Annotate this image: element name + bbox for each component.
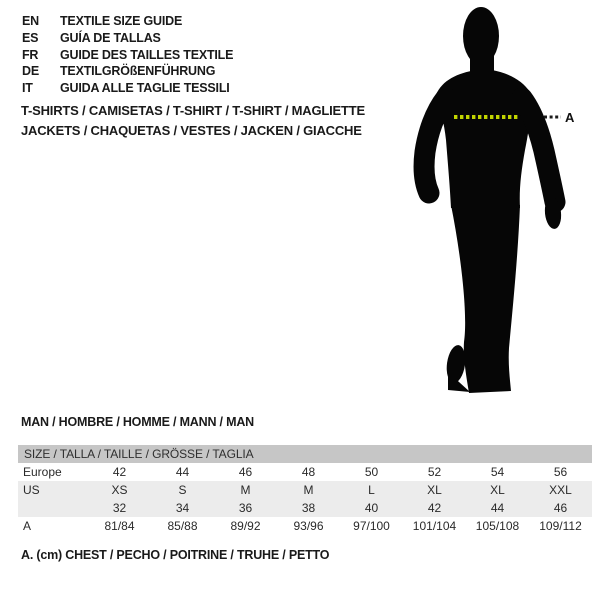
size-cell: 101/104 <box>412 519 457 533</box>
size-cell: 42 <box>112 465 127 479</box>
table-row-chest-cm <box>18 517 592 535</box>
size-cell: XXL <box>549 483 572 497</box>
size-cell: XS <box>111 483 128 497</box>
size-cell: 56 <box>553 465 568 479</box>
table-row-numeric <box>18 499 592 517</box>
size-cell: XL <box>490 483 505 497</box>
language-label: GUIDE DES TAILLES TEXTILE <box>60 47 234 62</box>
row-label: Europe <box>23 465 62 479</box>
size-cell: 42 <box>427 501 442 515</box>
size-cell: 32 <box>112 501 127 515</box>
size-cell: 81/84 <box>104 519 135 533</box>
size-cell: 40 <box>364 501 379 515</box>
garment-categories <box>21 101 365 141</box>
language-row-es <box>22 30 233 47</box>
size-cell: 34 <box>175 501 190 515</box>
language-code: EN <box>22 14 39 28</box>
size-cell: 97/100 <box>353 519 390 533</box>
size-table-header: SIZE / TALLA / TAILLE / GRÖSSE / TAGLIA <box>18 445 592 463</box>
size-cell: 89/92 <box>230 519 261 533</box>
size-cell: 36 <box>238 501 253 515</box>
size-cell: 85/88 <box>167 519 198 533</box>
size-cell: 54 <box>490 465 505 479</box>
language-row-fr <box>22 47 233 64</box>
size-cell: 109/112 <box>539 519 582 533</box>
size-cell: M <box>240 483 251 497</box>
language-label: TEXTILE SIZE GUIDE <box>60 14 183 28</box>
size-cell: 46 <box>238 465 253 479</box>
table-row-us <box>18 481 592 499</box>
size-cell: 44 <box>175 465 190 479</box>
language-code: FR <box>22 47 39 62</box>
size-cell: L <box>368 483 375 497</box>
size-cell: M <box>303 483 314 497</box>
size-cell: XL <box>427 483 442 497</box>
size-cell: 48 <box>301 465 316 479</box>
size-cell: 44 <box>490 501 505 515</box>
language-label: GUÍA DE TALLAS <box>60 30 161 45</box>
man-silhouette-figure <box>400 0 600 400</box>
measurement-footnote: A. (cm) CHEST / PECHO / POITRINE / TRUHE / PETTO <box>21 548 330 562</box>
language-label: GUIDA ALLE TAGLIE TESSILI <box>60 81 230 96</box>
size-cell: 105/108 <box>475 519 520 533</box>
man-silhouette <box>424 7 563 393</box>
language-row-de <box>22 63 233 80</box>
table-row-europe <box>18 463 592 481</box>
section-title-man: MAN / HOMBRE / HOMME / MANN / MAN <box>21 415 254 429</box>
language-label: TEXTILGRÖßENFÜHRUNG <box>60 64 216 79</box>
language-row-en <box>22 13 233 30</box>
category-line-jackets: JACKETS / CHAQUETAS / VESTES / JACKEN / GIACCHE <box>21 123 362 138</box>
language-list <box>22 13 233 97</box>
size-cell: S <box>178 483 187 497</box>
size-cell: 50 <box>364 465 379 479</box>
language-code: DE <box>22 64 39 79</box>
size-cell: 46 <box>553 501 568 515</box>
measure-label-a: A <box>565 110 575 125</box>
language-code: ES <box>22 30 39 45</box>
row-label: A <box>23 519 32 533</box>
category-line-tshirts: T-SHIRTS / CAMISETAS / T-SHIRT / T-SHIRT / MAGLIETTE <box>21 103 365 118</box>
size-cell: 93/96 <box>293 519 324 533</box>
size-table <box>18 445 592 535</box>
row-label: US <box>23 483 40 497</box>
size-cell: 52 <box>427 465 442 479</box>
size-cell: 38 <box>301 501 316 515</box>
language-code: IT <box>22 81 33 96</box>
language-row-it <box>22 80 233 97</box>
